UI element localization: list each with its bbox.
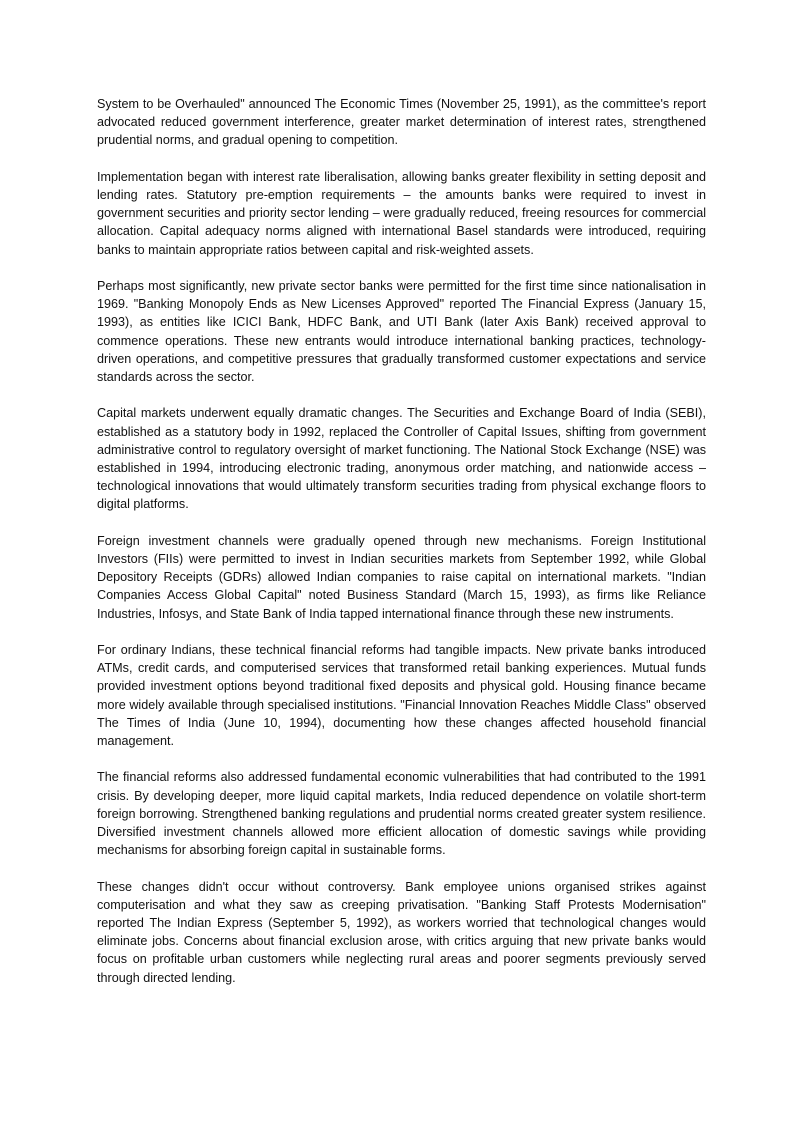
paragraph-ordinary-indians: For ordinary Indians, these technical financial reforms had tangible impacts. New private banks introduced ATMs, credit cards, and computerised services that transformed retail banking experiences. Mutual funds provided investment options beyond traditional fixed deposits and physical gold. Housing finance became more widely available through specialised institutions. "Financial Innovation Reaches Middle Class" observed The Times of India (June 10, 1994), documenting how these changes affected household financial management. [97, 643, 706, 749]
paragraph-capital-markets: Capital markets underwent equally dramatic changes. The Securities and Exchange Board of India (SEBI), established as a statutory body in 1992, replaced the Controller of Capital Issues, shifting from government administrative control to regulatory oversight of market functioning. The National Stock Exchange (NSE) was established in 1994, introducing electronic trading, anonymous order matching, and nationwide access – technological innovations that would ultimately transform securities trading from physical exchange floors to digital platforms. [97, 406, 706, 512]
paragraph-implementation: Implementation began with interest rate liberalisation, allowing banks greater flexibility in setting deposit and lending rates. Statutory pre-emption requirements – the amounts banks were required to invest in government securities and priority sector lending – were gradually reduced, freeing resources for commercial allocation. Capital adequacy norms aligned with international Basel standards were introduced, requiring banks to maintain appropriate ratios between capital and risk-weighted assets. [97, 169, 706, 257]
paragraph-vulnerabilities: The financial reforms also addressed fundamental economic vulnerabilities that had contributed to the 1991 crisis. By developing deeper, more liquid capital markets, India reduced dependence on volatile short-term foreign borrowing. Strengthened banking regulations and prudential norms created greater system resilience. Diversified investment channels allowed more efficient allocation of domestic savings while providing mechanisms for absorbing foreign capital in sustainable forms. [97, 770, 706, 858]
paragraph-controversy: These changes didn't occur without controversy. Bank employee unions organised strikes against computerisation and what they saw as creeping privatisation. "Banking Staff Protests Modernisation" reported The Indian Express (September 5, 1992), as workers worried that technological changes would eliminate jobs. Concerns about financial exclusion arose, with critics arguing that new private banks would focus on profitable urban customers while neglecting rural areas and poorer segments previously served through directed lending. [97, 879, 706, 985]
paragraph-banking-overhaul: System to be Overhauled" announced The Economic Times (November 25, 1991), as the committee's report advocated reduced government interference, greater market determination of interest rates, strengthened prudential norms, and gradual opening to competition. [97, 97, 706, 148]
document-page [97, 95, 706, 1005]
paragraph-private-banks: Perhaps most significantly, new private sector banks were permitted for the first time since nationalisation in 1969. "Banking Monopoly Ends as New Licenses Approved" reported The Financial Express (January 15, 1993), as entities like ICICI Bank, HDFC Bank, and UTI Bank (later Axis Bank) received approval to commence operations. These new entrants would introduce international banking practices, technology-driven operations, and competitive pressures that gradually transformed customer expectations and service standards across the sector. [97, 279, 706, 385]
paragraph-foreign-investment: Foreign investment channels were gradually opened through new mechanisms. Foreign Institutional Investors (FIIs) were permitted to invest in Indian securities markets from September 1992, while Global Depository Receipts (GDRs) allowed Indian companies to raise capital on international markets. "Indian Companies Access Global Capital" noted Business Standard (March 15, 1993), as firms like Reliance Industries, Infosys, and State Bank of India tapped international finance through these new instruments. [97, 533, 706, 621]
